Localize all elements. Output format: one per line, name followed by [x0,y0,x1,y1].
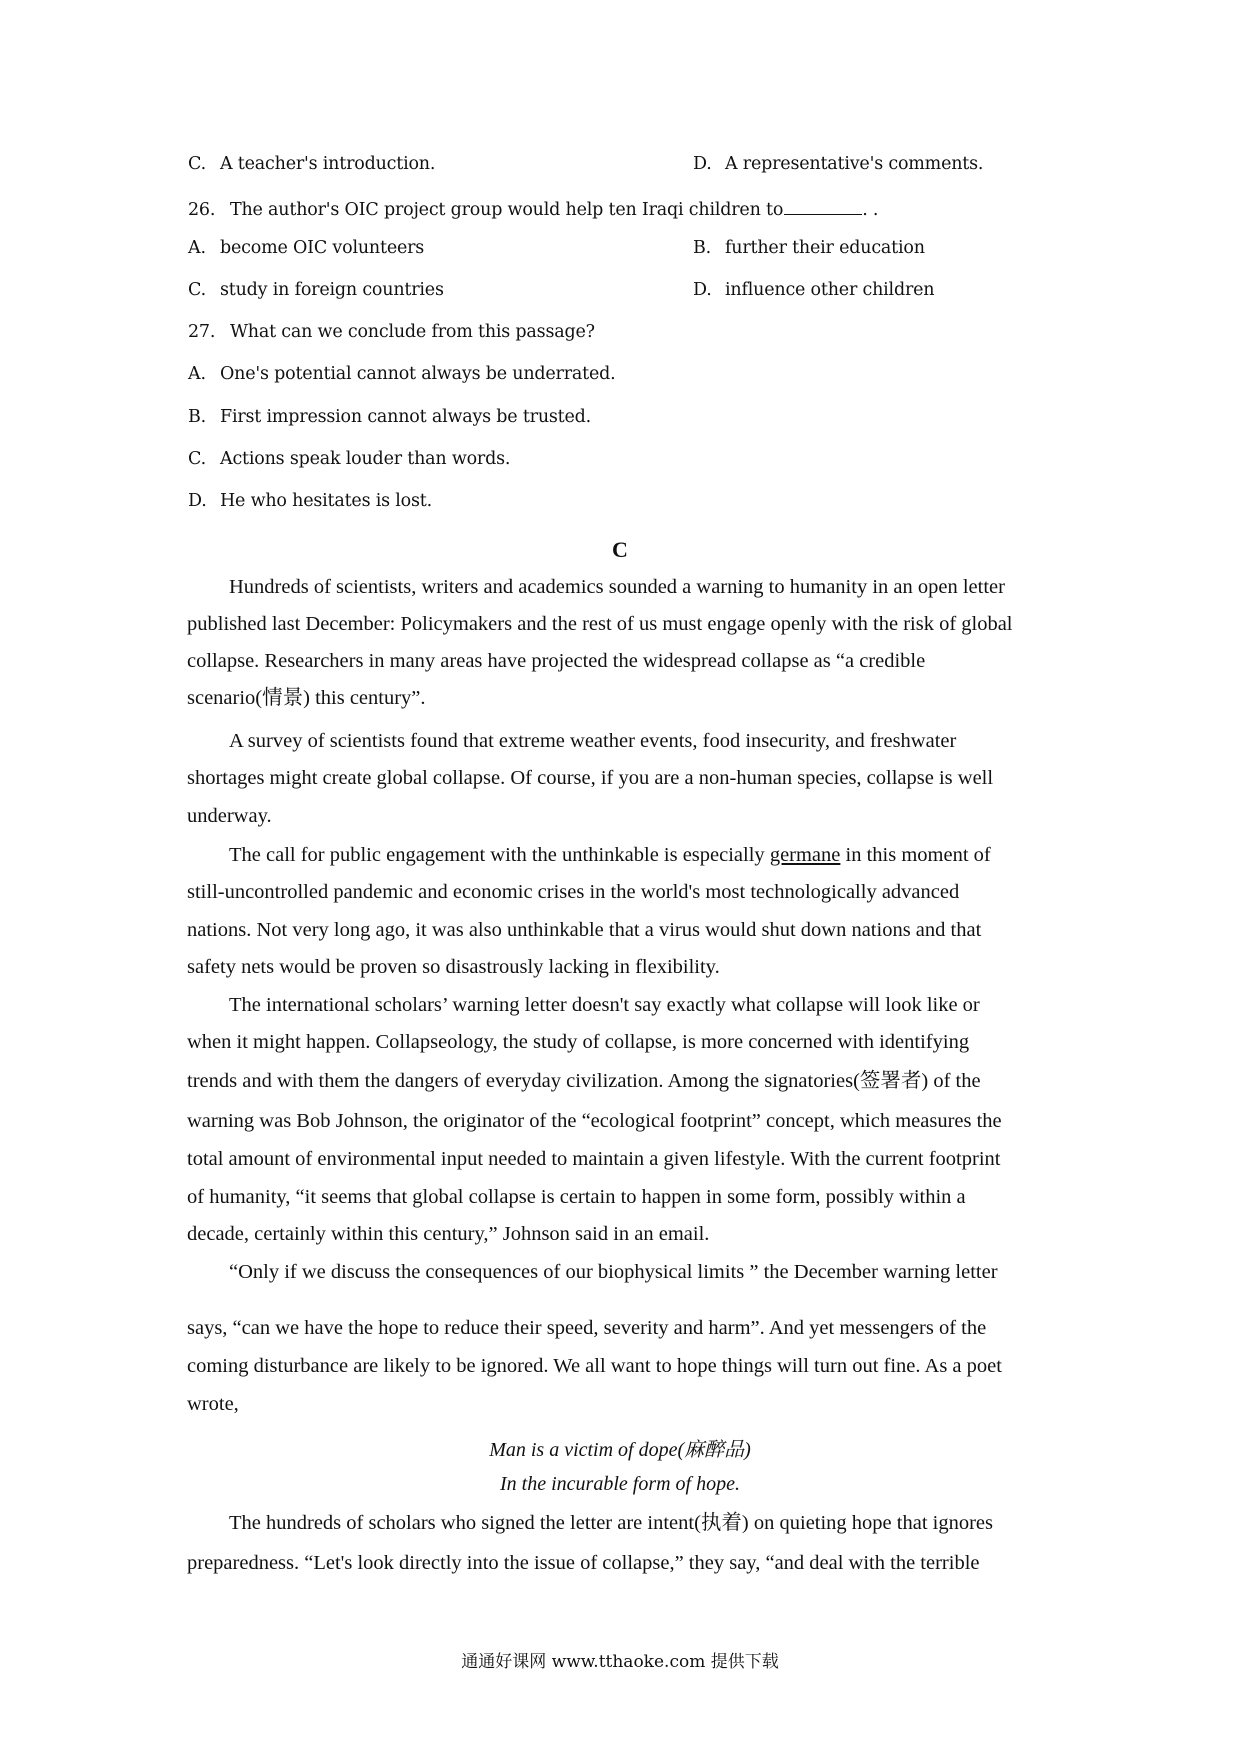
section-title: C [612,537,628,562]
passage-line: still-uncontrolled pandemic and economic crises in the world's most technologically advanced [187,881,960,903]
option-label: B. [188,407,207,427]
passage-line: says, “can we have the hope to reduce their speed, severity and harm”. And yet messengers of the [187,1317,987,1339]
option-label: A. [188,364,206,384]
passage-line: nations. Not very long ago, it was also unthinkable that a virus would shut down nations and that [187,919,982,941]
passage-line: safety nets would be proven so disastrously lacking in flexibility. [187,956,720,978]
q26-option-c [188,282,444,300]
option-text: He who hesitates is lost. [220,491,432,511]
passage-line: total amount of environmental input needed to maintain a given lifestyle. With the current footprint [187,1148,1001,1170]
passage-line: The hundreds of scholars who signed the letter are intent(执着) on quieting hope that ignores [229,1512,993,1534]
passage-line: Hundreds of scientists, writers and academics sounded a warning to humanity in an open letter [229,576,1005,598]
option-text: A teacher's introduction. [220,154,436,174]
passage-line: shortages might create global collapse. Of course, if you are a non-human species, collapse is well [187,767,994,789]
passage-line: coming disturbance are likely to be ignored. We all want to hope things will turn out fine. As a poet [187,1355,1002,1377]
poem-line: In the incurable form of hope. [500,1473,740,1495]
option-label: B. [693,238,712,258]
option-text: influence other children [725,280,935,300]
option-text: A representative's comments. [725,154,984,174]
option-text: study in foreign countries [220,280,444,300]
option-text: further their education [725,238,925,258]
passage-line: published last December: Policymakers and the rest of us must engage openly with the risk of global [187,613,1013,635]
q26-option-a [188,240,424,258]
passage-line: warning was Bob Johnson, the originator of the “ecological footprint” concept, which measures the [187,1110,1002,1132]
passage-line: underway. [187,805,272,827]
footer-watermark: 通通好课网 www.tthaoke.com 提供下载 [461,1652,779,1672]
passage-text: in this moment of [840,844,991,866]
passage-line: wrote, [187,1393,239,1415]
q27-option-d [188,493,432,511]
option-text: First impression cannot always be trusted. [220,407,592,427]
option-text: One's potential cannot always be underrated. [220,364,616,384]
q25-option-d [693,156,983,174]
q27-option-a [188,366,615,384]
q26-stem [188,198,878,220]
q25-option-c [188,156,435,174]
question-text: What can we conclude from this passage? [230,322,595,342]
passage-line [229,845,991,866]
passage-line: scenario(情景) this century”. [187,687,426,709]
passage-line: preparedness. “Let's look directly into the issue of collapse,” they say, “and deal with the terrible [187,1552,980,1574]
vocab-underlined-word: germane [769,844,841,866]
q27-option-b [188,409,591,427]
option-label: A. [188,238,206,258]
passage-line: trends and with them the dangers of everyday civilization. Among the signatories(签署者) of the [187,1070,981,1092]
passage-line: decade, certainly within this century,” Johnson said in an email. [187,1223,710,1245]
option-label: D. [188,491,207,511]
option-text: become OIC volunteers [220,238,425,258]
option-label: C. [188,280,206,300]
option-label: D. [693,280,712,300]
q26-option-b [693,240,925,258]
passage-line: of humanity, “it seems that global collapse is certain to happen in some form, possibly within a [187,1186,966,1208]
passage-line: when it might happen. Collapseology, the study of collapse, is more concerned with identifying [187,1031,970,1053]
option-label: C. [188,154,206,174]
question-text: The author's OIC project group would help ten Iraqi children to [230,200,784,220]
q26-option-d [693,282,934,300]
question-text-tail: . . [862,200,879,220]
passage-line: A survey of scientists found that extreme weather events, food insecurity, and freshwater [229,730,957,752]
q27-option-c [188,451,510,469]
option-text: Actions speak louder than words. [220,449,511,469]
question-number: 26. [188,200,216,220]
passage-text: The call for public engagement with the unthinkable is especially [229,844,770,866]
option-label: D. [693,154,712,174]
question-number: 27. [188,322,216,342]
answer-blank [784,198,862,215]
option-label: C. [188,449,206,469]
passage-line: collapse. Researchers in many areas have projected the widespread collapse as “a credible [187,650,926,672]
q27-stem [188,324,595,342]
poem-line: Man is a victim of dope(麻醉品) [489,1439,751,1461]
passage-line: “Only if we discuss the consequences of our biophysical limits ” the December warning letter [229,1261,998,1283]
passage-line: The international scholars’ warning letter doesn't say exactly what collapse will look like or [229,994,980,1016]
